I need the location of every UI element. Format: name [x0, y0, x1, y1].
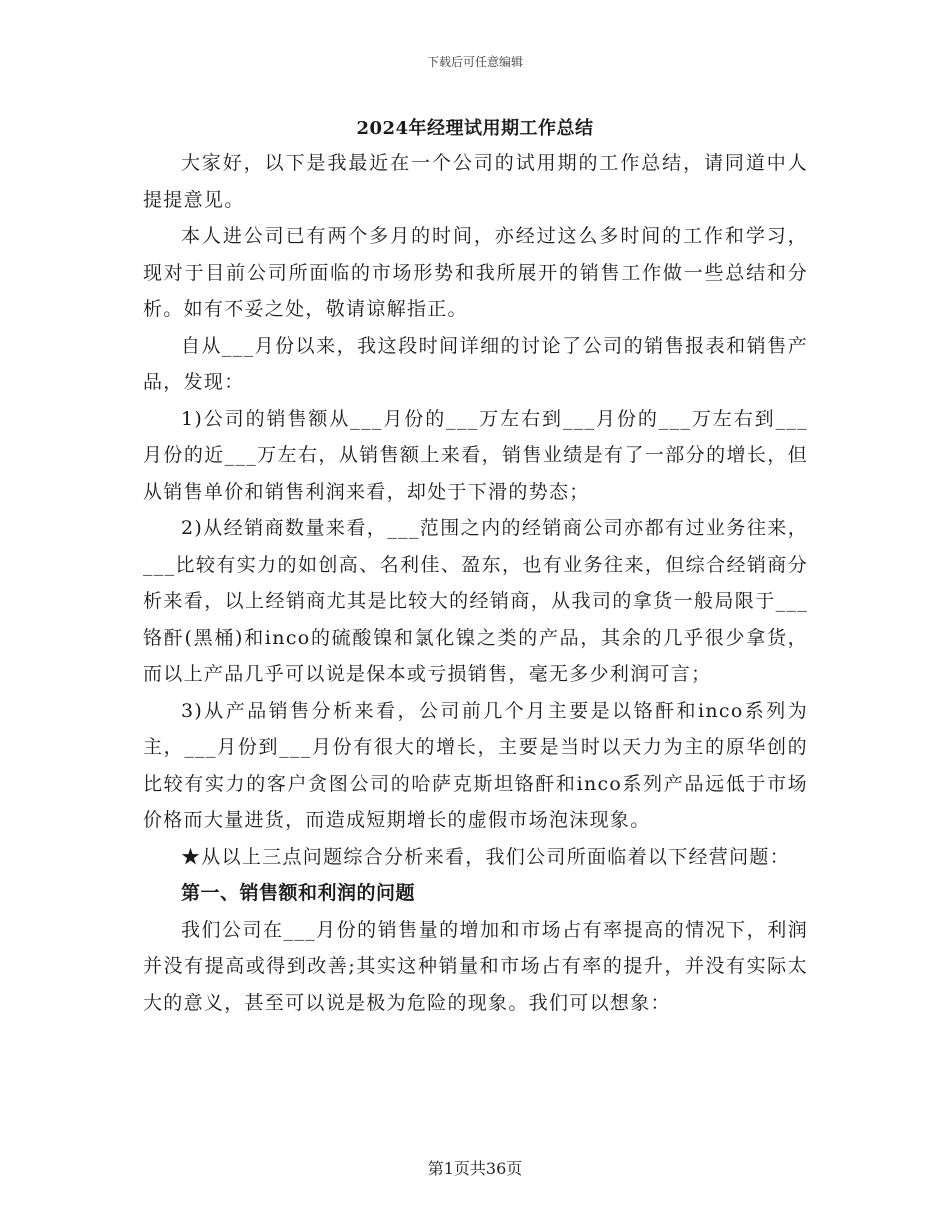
paragraph: 大家好，以下是我最近在一个公司的试用期的工作总结，请同道中人提提意见。 — [143, 152, 808, 211]
document-title: 2024年经理试用期工作总结 — [356, 118, 594, 139]
header-note: 下载后可任意编辑 — [426, 55, 523, 69]
page-number: 第1页共36页 — [427, 1159, 523, 1178]
paragraph: 自从___月份以来，我这段时间详细的讨论了公司的销售报表和销售产品，发现： — [143, 334, 808, 393]
paragraph: 3)从产品销售分析来看，公司前几个月主要是以铬酐和inco系列为主，___月份到___月份有很大的增长，主要是当时以天力为主的原华创的比较有实力的客户贪图公司的哈萨克斯坦铬酐和inco系列产品远低于市场价格而大量进货，而造成短期增长的虚假市场泡沫现象。 — [143, 699, 808, 831]
paragraph: 我们公司在___月份的销售量的增加和市场占有率提高的情况下，利润并没有提高或得到改善;其实这种销量和市场占有率的提升，并没有实际太大的意义，甚至可以说是极为危险的现象。我们可以想象： — [143, 918, 808, 1014]
paragraph: 1)公司的销售额从___月份的___万左右到___月份的___万左右到___月份的近___万左右，从销售额上来看，销售业绩是有了一部分的增长，但从销售单价和销售利润来看，却处于下滑的势态； — [143, 407, 808, 503]
section-heading: 第一、销售额和利润的问题 — [181, 882, 416, 904]
document-body — [143, 145, 808, 1021]
paragraph: ★从以上三点问题综合分析来看，我们公司所面临着以下经营问题： — [181, 845, 791, 868]
paragraph: 2)从经销商数量来看，___范围之内的经销商公司亦都有过业务往来，___比较有实力的如创高、名利佳、盈东，也有业务往来，但综合经销商分析来看，以上经销商尤其是比较大的经销商，从我司的拿货一般局限于___铬酐(黑桶)和inco的硫酸镍和氯化镍之类的产品，其余的几乎很少拿货，而以上产品几乎可以说是保本或亏损销售，毫无多少利润可言； — [143, 517, 808, 685]
paragraph: 本人进公司已有两个多月的时间，亦经过这么多时间的工作和学习，现对于目前公司所面临的市场形势和我所展开的销售工作做一些总结和分析。如有不妥之处，敬请谅解指正。 — [143, 225, 808, 320]
